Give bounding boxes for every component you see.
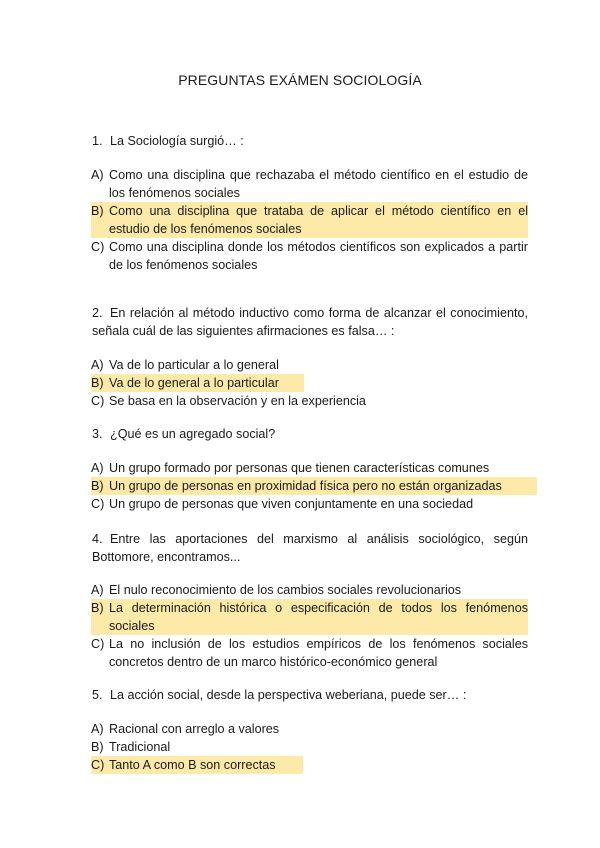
option-text: Se basa en la observación y en la experiencia <box>109 394 366 408</box>
question-text: En relación al método inductivo como forma de alcanzar el conocimiento, señala cuál de las siguientes afirmaciones es falsa… : <box>92 306 528 338</box>
option-letter: A) <box>91 358 104 372</box>
option-text: Tradicional <box>109 740 171 754</box>
option-text: Como una disciplina donde los métodos científicos son explicados a partir de los fenómenos sociales <box>109 240 528 272</box>
option-letter: B) <box>91 601 104 615</box>
option-5c-correct <box>91 756 303 774</box>
option-2c <box>91 392 528 410</box>
option-5b <box>91 738 528 756</box>
question-number: 1. <box>92 134 103 148</box>
question-text: La acción social, desde la perspectiva weberiana, puede ser… : <box>110 688 467 702</box>
option-text: Un grupo de personas que viven conjuntamente en una sociedad <box>109 497 474 511</box>
option-letter: C) <box>91 240 105 254</box>
question-text: La Sociología surgió… : <box>110 134 244 148</box>
option-3b-correct <box>91 477 537 495</box>
option-text: Va de lo particular a lo general <box>109 358 279 372</box>
option-letter: A) <box>91 168 104 182</box>
question-text: Entre las aportaciones del marxismo al análisis sociológico, según Bottomore, encontramos... <box>92 532 528 564</box>
option-text: La determinación histórica o especificación de todos los fenómenos sociales <box>109 601 528 633</box>
question-number: 2. <box>92 306 103 320</box>
option-letter: B) <box>91 740 104 754</box>
option-text: La no inclusión de los estudios empíricos de los fenómenos sociales concretos dentro de un marco histórico-económico general <box>109 637 528 669</box>
option-4c <box>91 635 528 671</box>
option-2a <box>91 356 528 374</box>
option-text: Como una disciplina que rechazaba el método científico en el estudio de los fenómenos sociales <box>109 168 528 200</box>
option-3c <box>91 495 528 513</box>
option-4b-correct <box>91 599 528 635</box>
option-letter: B) <box>91 479 104 493</box>
option-5a <box>91 720 528 738</box>
option-letter: B) <box>91 376 104 390</box>
option-text: Tanto A como B son correctas <box>109 758 276 772</box>
question-number: 3. <box>92 427 103 441</box>
option-text: Un grupo formado por personas que tienen características comunes <box>109 461 490 475</box>
option-1b-correct <box>91 202 528 238</box>
question-3 <box>92 425 528 443</box>
option-letter: A) <box>91 583 104 597</box>
question-1-options <box>91 166 528 274</box>
option-letter: A) <box>91 461 104 475</box>
question-number: 5. <box>92 688 103 702</box>
option-text: Racional con arreglo a valores <box>109 722 280 736</box>
question-text: ¿Qué es un agregado social? <box>110 427 276 441</box>
question-number: 4. <box>92 532 103 546</box>
option-3a <box>91 459 528 477</box>
option-letter: C) <box>91 637 105 651</box>
option-letter: C) <box>91 394 105 408</box>
document-title: PREGUNTAS EXÁMEN SOCIOLOGÍA <box>178 72 422 88</box>
option-letter: A) <box>91 722 104 736</box>
question-5-options <box>91 720 528 774</box>
question-2-options <box>91 356 528 410</box>
question-2 <box>92 304 528 340</box>
option-letter: B) <box>91 204 104 218</box>
question-4-options <box>91 581 528 671</box>
option-1a <box>91 166 528 202</box>
option-letter: C) <box>91 758 105 772</box>
option-text: Va de lo general a lo particular <box>109 376 279 390</box>
question-3-options <box>91 459 528 513</box>
option-4a <box>91 581 528 599</box>
option-2b-correct <box>91 374 304 392</box>
option-letter: C) <box>91 497 105 511</box>
option-text: Un grupo de personas en proximidad física pero no están organizadas <box>109 479 502 493</box>
option-text: El nulo reconocimiento de los cambios sociales revolucionarios <box>109 583 462 597</box>
question-1 <box>92 132 528 150</box>
option-1c <box>91 238 528 274</box>
question-5 <box>92 686 528 704</box>
option-text: Como una disciplina que trataba de aplicar el método científico en el estudio de los fenómenos sociales <box>109 204 528 236</box>
question-4 <box>92 530 528 566</box>
